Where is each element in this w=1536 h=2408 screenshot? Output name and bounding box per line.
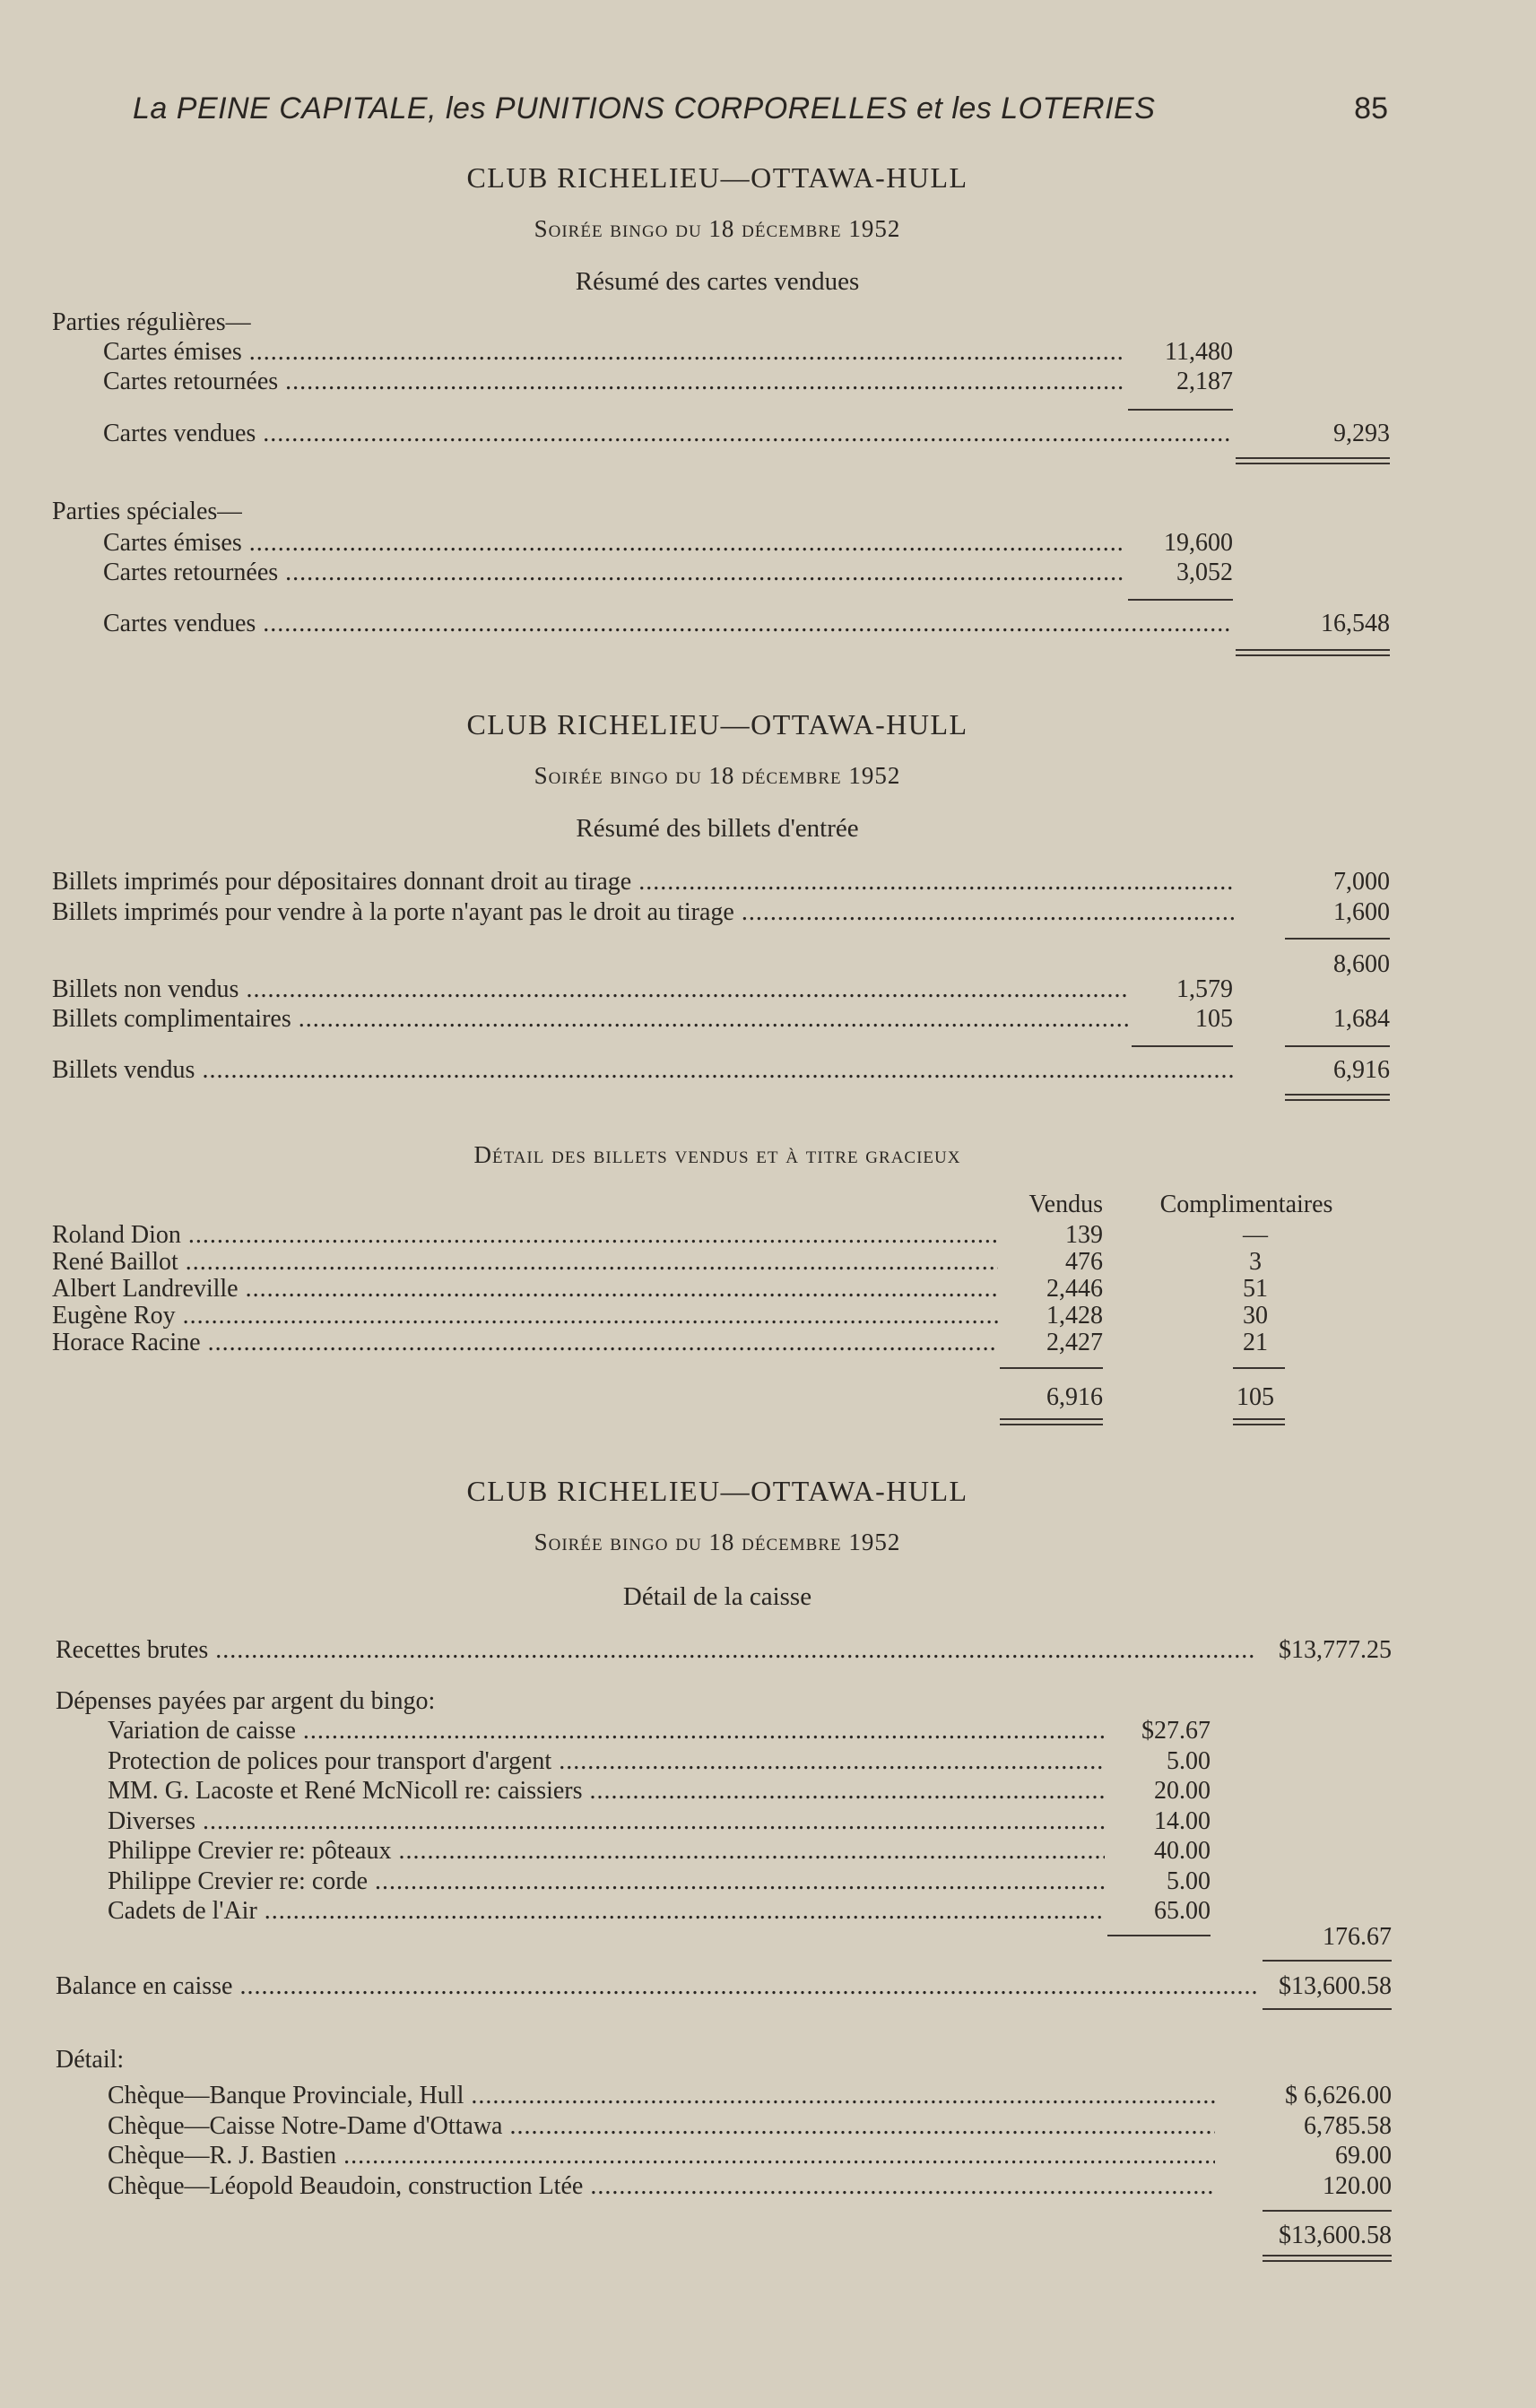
detail-item-value: 120.00: [1323, 2171, 1392, 2200]
tickets-total-printed: 8,600: [1333, 950, 1390, 978]
depenses-heading: Dépenses payées par argent du bingo:: [56, 1687, 436, 1715]
depense-value: 5.00: [1167, 1867, 1211, 1895]
depense-value: 20.00: [1154, 1777, 1211, 1805]
spec-emises-value: 19,600: [1164, 529, 1233, 557]
table-row-vendus: 476: [1065, 1248, 1103, 1276]
reg-emises-value: 11,480: [1165, 338, 1233, 366]
depense-value: $27.67: [1141, 1717, 1211, 1745]
reg-retour-label: Cartes retournées .....: [103, 368, 1125, 396]
spec-retour-label: Cartes retournées .....: [103, 559, 1125, 587]
rule: [1285, 1045, 1390, 1047]
total-vendus: 6,916: [1046, 1383, 1103, 1411]
section2-soiree: Soirée bingo du 18 décembre 1952: [534, 762, 901, 789]
detail-total: $13,600.58: [1279, 2222, 1392, 2249]
col-header-complimentaires: Complimentaires: [1159, 1191, 1333, 1218]
depense-value: 14.00: [1154, 1806, 1211, 1835]
rule: [1285, 938, 1390, 940]
rule: [1263, 2210, 1392, 2212]
table-row-complimentaires: 21: [1243, 1329, 1268, 1356]
table-row-vendus: 2,427: [1046, 1329, 1103, 1356]
rule: [1233, 1367, 1285, 1369]
tickets-complimentary-label: Billets complimentaires .....: [52, 1005, 1128, 1034]
detail-tickets-title: Détail des billets vendus et à titre gracieux: [473, 1141, 961, 1168]
detail-item-value: $ 6,626.00: [1285, 2082, 1392, 2109]
total-complimentaires: 105: [1237, 1383, 1274, 1411]
detail-item-label: Chèque—Léopold Beaudoin, construction Ltée .....: [108, 2172, 1215, 2201]
recettes-value: $13,777.25: [1279, 1636, 1392, 1664]
spec-heading: Parties spéciales—: [52, 498, 243, 525]
depense-label: Cadets de l'Air .....: [108, 1897, 1105, 1926]
balance-label: Balance en caisse .....: [56, 1972, 1257, 2001]
tickets-not-sold-total: 1,684: [1333, 1005, 1390, 1033]
reg-vendues-value: 9,293: [1333, 420, 1390, 447]
table-row-name: Horace Racine .....: [52, 1329, 998, 1357]
reg-emises-label: Cartes émises .....: [103, 338, 1125, 367]
rule: [1000, 1367, 1103, 1369]
running-title: La PEINE CAPITALE, les PUNITIONS CORPORELLES et les LOTERIES: [133, 91, 1156, 126]
table-row-complimentaires: —: [1243, 1221, 1268, 1249]
tickets-printed-draw-value: 7,000: [1333, 868, 1390, 896]
double-rule: [1263, 2255, 1392, 2262]
double-rule: [1000, 1418, 1103, 1425]
section1-subtitle: Résumé des cartes vendues: [575, 267, 860, 296]
depense-value: 65.00: [1154, 1897, 1211, 1925]
page-number: 85: [1354, 91, 1388, 126]
double-rule: [1285, 1094, 1390, 1101]
rule: [1128, 409, 1233, 411]
rule: [1263, 1960, 1392, 1962]
tickets-complimentary-value: 105: [1195, 1005, 1233, 1033]
section2-club-title: CLUB RICHELIEU—OTTAWA-HULL: [466, 708, 968, 741]
table-row-vendus: 1,428: [1046, 1302, 1103, 1330]
tickets-printed-door-value: 1,600: [1333, 898, 1390, 926]
balance-value: $13,600.58: [1279, 1972, 1392, 2000]
double-rule: [1233, 1418, 1285, 1425]
section2-subtitle: Résumé des billets d'entrée: [576, 814, 859, 843]
tickets-sold-label: Billets vendus .....: [52, 1056, 1236, 1085]
double-rule: [1236, 649, 1390, 656]
col-header-vendus: Vendus: [1028, 1191, 1103, 1218]
table-row-name: René Baillot .....: [52, 1248, 998, 1277]
depense-label: Variation de caisse .....: [108, 1717, 1105, 1745]
reg-heading: Parties régulières—: [52, 308, 251, 336]
spec-vendues-label: Cartes vendues .....: [103, 610, 1233, 638]
tickets-sold-value: 6,916: [1333, 1056, 1390, 1084]
tickets-unsold-value: 1,579: [1176, 975, 1233, 1003]
detail-item-label: Chèque—Caisse Notre-Dame d'Ottawa .....: [108, 2112, 1215, 2141]
double-rule: [1236, 457, 1390, 464]
tickets-unsold-label: Billets non vendus .....: [52, 975, 1128, 1004]
table-row-vendus: 2,446: [1046, 1275, 1103, 1303]
depense-label: Philippe Crevier re: corde .....: [108, 1867, 1105, 1896]
depenses-total: 176.67: [1323, 1923, 1392, 1951]
depense-label: Diverses .....: [108, 1807, 1105, 1836]
rule: [1107, 1935, 1211, 1936]
depense-label: MM. G. Lacoste et René McNicoll re: caissiers .....: [108, 1777, 1105, 1806]
tickets-printed-door-label: Billets imprimés pour vendre à la porte n'ayant pas le droit au tirage .....: [52, 898, 1236, 927]
depense-label: Protection de polices pour transport d'argent .....: [108, 1747, 1105, 1776]
tickets-printed-draw-label: Billets imprimés pour dépositaires donnant droit au tirage .....: [52, 868, 1236, 897]
spec-retour-value: 3,052: [1176, 559, 1233, 586]
table-row-name: Eugène Roy .....: [52, 1302, 998, 1330]
section4-soiree: Soirée bingo du 18 décembre 1952: [534, 1529, 901, 1555]
depense-value: 40.00: [1154, 1837, 1211, 1865]
section1-soiree: Soirée bingo du 18 décembre 1952: [534, 215, 901, 242]
detail-item-value: 69.00: [1335, 2142, 1392, 2170]
spec-emises-label: Cartes émises .....: [103, 529, 1125, 558]
rule: [1128, 599, 1233, 601]
table-row-vendus: 139: [1065, 1221, 1103, 1249]
detail-item-value: 6,785.58: [1304, 2111, 1392, 2140]
reg-retour-value: 2,187: [1176, 368, 1233, 395]
table-row-complimentaires: 30: [1243, 1302, 1268, 1330]
table-row-name: Albert Landreville .....: [52, 1275, 998, 1304]
detail-item-label: Chèque—R. J. Bastien .....: [108, 2142, 1215, 2170]
detail-item-label: Chèque—Banque Provinciale, Hull .....: [108, 2082, 1215, 2110]
section4-subtitle: Détail de la caisse: [622, 1582, 812, 1611]
table-row-complimentaires: 3: [1249, 1248, 1262, 1276]
depense-value: 5.00: [1167, 1746, 1211, 1775]
section4-club-title: CLUB RICHELIEU—OTTAWA-HULL: [466, 1475, 968, 1507]
detail-heading: Détail:: [56, 2046, 125, 2074]
recettes-label: Recettes brutes .....: [56, 1636, 1257, 1665]
rule: [1132, 1045, 1233, 1047]
section1-club-title: CLUB RICHELIEU—OTTAWA-HULL: [466, 161, 968, 194]
table-row-complimentaires: 51: [1243, 1275, 1268, 1303]
spec-vendues-value: 16,548: [1321, 610, 1390, 637]
rule: [1263, 2008, 1392, 2010]
reg-vendues-label: Cartes vendues .....: [103, 420, 1233, 448]
depense-label: Philippe Crevier re: pôteaux .....: [108, 1837, 1105, 1866]
table-row-name: Roland Dion .....: [52, 1221, 998, 1250]
